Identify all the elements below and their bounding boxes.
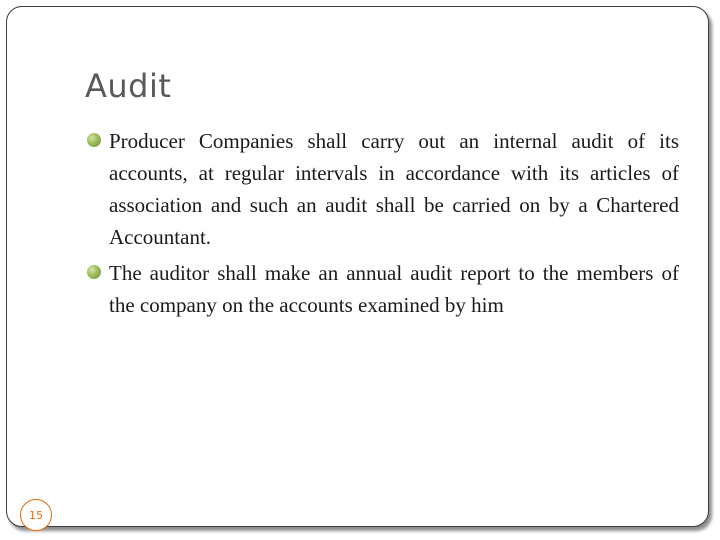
bullet-dot-icon — [87, 133, 101, 147]
page-number-badge — [20, 499, 52, 531]
bullet-list — [87, 125, 679, 325]
bullet-item — [87, 257, 679, 321]
page-number: 15 — [29, 508, 43, 522]
bullet-dot-icon — [87, 265, 101, 279]
slide-frame — [6, 6, 709, 527]
bullet-text: The auditor shall make an annual audit report to the members of the company on the accounts examined by him — [109, 261, 679, 317]
bullet-text: Producer Companies shall carry out an internal audit of its accounts, at regular intervals in accordance with its articles of association and such an audit shall be carried on by a Chartered Accountant. — [109, 129, 679, 249]
slide-title: Audit — [85, 67, 172, 105]
bullet-item — [87, 125, 679, 253]
